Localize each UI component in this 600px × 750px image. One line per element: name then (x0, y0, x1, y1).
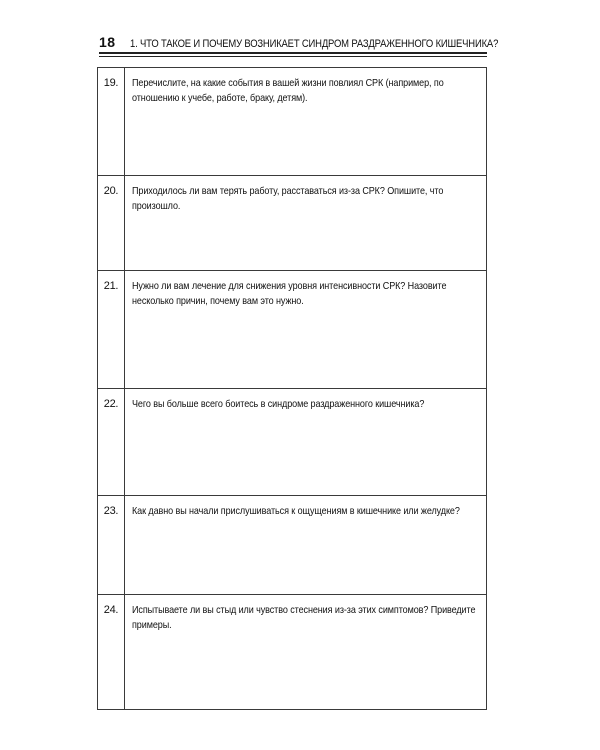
chapter-title: 1. ЧТО ТАКОЕ И ПОЧЕМУ ВОЗНИКАЕТ СИНДРОМ РАЗДРАЖЕННОГО КИШЕЧНИКА? (129, 38, 498, 50)
answer-area[interactable] (125, 176, 486, 270)
question-number: 24. (98, 595, 125, 709)
question-text: Чего вы больше всего боитесь в синдроме раздраженного кишечника? (132, 398, 425, 410)
question-number: 21. (98, 271, 125, 388)
question-row (98, 496, 486, 595)
answer-area[interactable] (125, 595, 486, 709)
page-number: 18 (99, 34, 116, 50)
question-number: 20. (98, 176, 125, 270)
question-number: 22. (98, 389, 125, 495)
question-text: Нужно ли вам лечение для снижения уровня интенсивности СРК? Назовите несколько причин, почему вам это нужно. (132, 280, 447, 307)
question-row (98, 68, 486, 176)
question-text: Испытываете ли вы стыд или чувство стеснения из-за этих симптомов? Приведите примеры. (132, 604, 476, 631)
answer-area[interactable] (125, 271, 486, 388)
questionnaire-table (97, 67, 487, 710)
question-text: Приходилось ли вам терять работу, расставаться из-за СРК? Опишите, что произошло. (132, 185, 444, 212)
page-header (99, 34, 498, 50)
question-text: Как давно вы начали прислушиваться к ощущениям в кишечнике или желудке? (132, 505, 460, 517)
question-row (98, 595, 486, 710)
answer-area[interactable] (125, 68, 486, 175)
header-divider-thin (99, 56, 487, 57)
question-text: Перечислите, на какие события в вашей жизни повлиял СРК (например, по отношению к учебе, работе, браку, детям). (132, 77, 444, 104)
answer-area[interactable] (125, 389, 486, 495)
question-row (98, 176, 486, 271)
header-divider (99, 52, 487, 54)
question-number: 23. (98, 496, 125, 594)
question-number: 19. (98, 68, 125, 175)
question-row (98, 389, 486, 496)
question-row (98, 271, 486, 389)
answer-area[interactable] (125, 496, 486, 594)
